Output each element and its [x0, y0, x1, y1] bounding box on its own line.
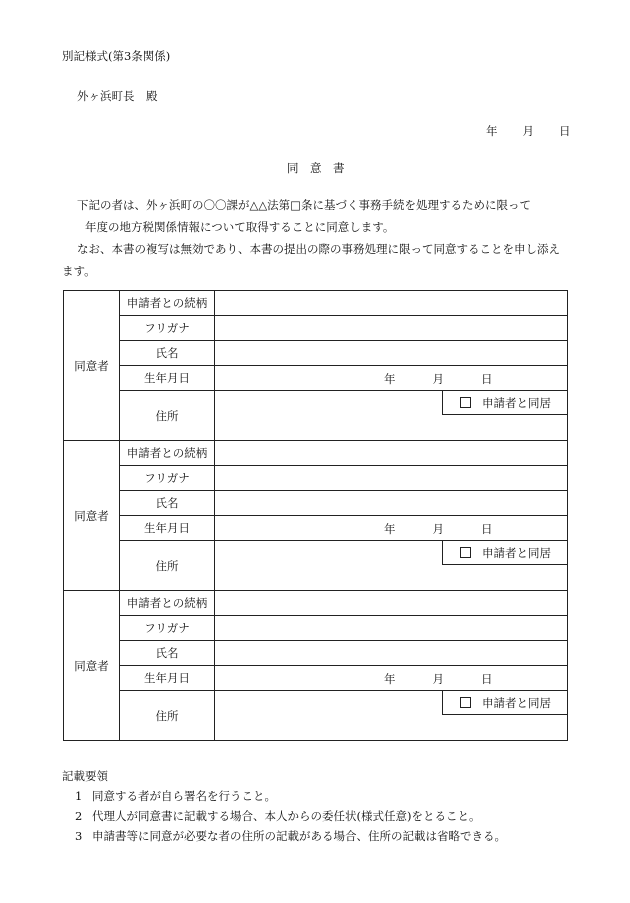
instruction-text: 申請書等に同意が必要な者の住所の記載がある場合、住所の記載は省略できる。	[92, 829, 506, 843]
consenter-2-name-row	[64, 491, 568, 516]
address-label: 住所	[120, 691, 215, 741]
name-label: 氏名	[120, 641, 215, 666]
cohabit-label: 申請者と同居	[482, 695, 551, 710]
dob-parts	[384, 371, 493, 387]
instruction-text: 同意する者が自ら署名を行うこと。	[92, 789, 276, 803]
relation-label: 申請者との続柄	[120, 441, 215, 466]
date-line	[486, 123, 571, 139]
instructions	[62, 766, 506, 846]
name-label: 氏名	[120, 491, 215, 516]
instruction-number: 3	[75, 829, 83, 843]
dob-day-label: 日	[481, 672, 493, 686]
consent-statement	[62, 194, 572, 282]
address-label: 住所	[120, 391, 215, 441]
consenter-2-name-field[interactable]	[215, 491, 568, 516]
statement-line-3: なお、本書の複写は無効であり、本書の提出の際の事務処理に限って同意することを申し添え	[77, 242, 560, 256]
dob-label: 生年月日	[120, 366, 215, 391]
dob-label: 生年月日	[120, 666, 215, 691]
instruction-text: 代理人が同意書に記載する場合、本人からの委任状(様式任意)をとること。	[92, 809, 481, 823]
instructions-heading: 記載要領	[62, 769, 108, 783]
consenter-2-cohabit-checkbox[interactable]	[460, 547, 471, 558]
statement-line-1: 下記の者は、外ヶ浜町の〇〇課が△△法第□条に基づく事務手続を処理するために限って	[77, 198, 532, 212]
dob-month-label: 月	[432, 522, 444, 536]
dob-month-label: 月	[432, 672, 444, 686]
dob-label: 生年月日	[120, 516, 215, 541]
consenter-1-furigana-row	[64, 316, 568, 341]
furigana-label: フリガナ	[120, 466, 215, 491]
consenter-3-relation-field[interactable]	[215, 591, 568, 616]
consenter-3-name-field[interactable]	[215, 641, 568, 666]
consenter-1-relation-row	[64, 291, 568, 316]
consenter-2-furigana-row	[64, 466, 568, 491]
consenter-1-cohabit-checkbox[interactable]	[460, 397, 471, 408]
consenter-1-name-row	[64, 341, 568, 366]
dob-parts	[384, 671, 493, 687]
instruction-number: 2	[75, 809, 83, 823]
cohabit-label: 申請者と同居	[482, 545, 551, 560]
instruction-item	[62, 786, 506, 806]
consenter-3-relation-row	[64, 591, 568, 616]
name-label: 氏名	[120, 341, 215, 366]
date-day-label: 日	[559, 124, 571, 138]
consenter-2-group-label: 同意者	[64, 441, 120, 591]
date-year-label: 年	[486, 124, 498, 138]
instruction-number: 1	[75, 789, 83, 803]
consenter-1-name-field[interactable]	[215, 341, 568, 366]
consenter-3-dob-row	[64, 666, 568, 691]
dob-year-label: 年	[384, 522, 396, 536]
dob-year-label: 年	[384, 672, 396, 686]
dob-month-label: 月	[432, 372, 444, 386]
consenter-2-address-field[interactable]	[215, 541, 568, 591]
consenter-2-cohabit-box[interactable]	[442, 541, 568, 565]
furigana-label: フリガナ	[120, 316, 215, 341]
instruction-item	[62, 806, 506, 826]
consenter-2-furigana-field[interactable]	[215, 466, 568, 491]
addressee: 外ヶ浜町長 殿	[77, 89, 158, 103]
statement-line-4: ます。	[62, 264, 96, 278]
consenter-2-relation-field[interactable]	[215, 441, 568, 466]
dob-day-label: 日	[481, 372, 493, 386]
consenter-3-group-label: 同意者	[64, 591, 120, 741]
consenter-table	[63, 290, 568, 741]
consenter-2-relation-row	[64, 441, 568, 466]
consenter-3-cohabit-checkbox[interactable]	[460, 697, 471, 708]
consenter-2-dob-row	[64, 516, 568, 541]
statement-line-2: 年度の地方税関係情報について取得することに同意します。	[85, 220, 395, 234]
furigana-label: フリガナ	[120, 616, 215, 641]
consenter-3-address-field[interactable]	[215, 691, 568, 741]
dob-parts	[384, 521, 493, 537]
relation-label: 申請者との続柄	[120, 591, 215, 616]
consenter-1-dob-row	[64, 366, 568, 391]
cohabit-label: 申請者と同居	[482, 395, 551, 410]
document-title: 同 意 書	[287, 161, 345, 175]
date-month-label: 月	[522, 124, 534, 138]
consenter-1-relation-field[interactable]	[215, 291, 568, 316]
consenter-1-dob-field[interactable]	[215, 366, 568, 391]
relation-label: 申請者との続柄	[120, 291, 215, 316]
consenter-1-cohabit-box[interactable]	[442, 391, 568, 415]
dob-day-label: 日	[481, 522, 493, 536]
consenter-2-dob-field[interactable]	[215, 516, 568, 541]
consenter-3-furigana-field[interactable]	[215, 616, 568, 641]
form-reference: 別記様式(第3条関係)	[62, 49, 171, 63]
consenter-1-address-field[interactable]	[215, 391, 568, 441]
instruction-item	[62, 826, 506, 846]
consenter-3-dob-field[interactable]	[215, 666, 568, 691]
address-label: 住所	[120, 541, 215, 591]
consenter-3-name-row	[64, 641, 568, 666]
consenter-1-furigana-field[interactable]	[215, 316, 568, 341]
consenter-3-furigana-row	[64, 616, 568, 641]
consenter-3-cohabit-box[interactable]	[442, 691, 568, 715]
consenter-1-group-label: 同意者	[64, 291, 120, 441]
dob-year-label: 年	[384, 372, 396, 386]
